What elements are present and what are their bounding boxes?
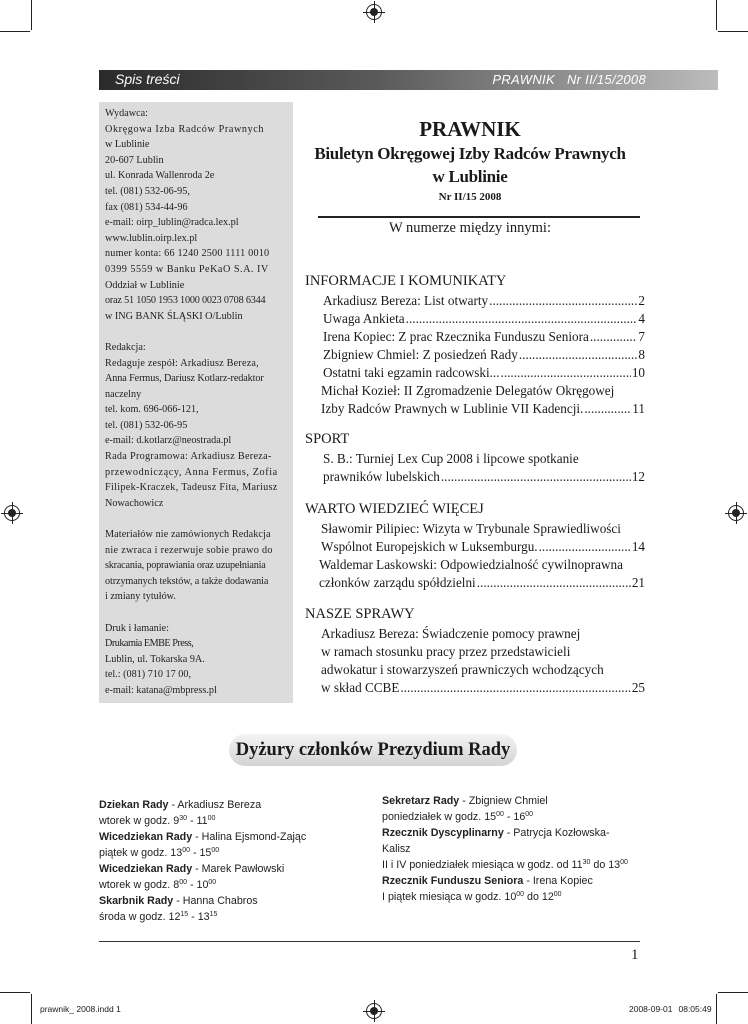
duty-left-column <box>99 797 369 925</box>
toc-entry-title: Wspólnot Europejskich w Luksemburgu. <box>321 539 538 554</box>
editorial-line: Redakcja: <box>105 341 146 353</box>
toc-entry[interactable] <box>305 520 645 556</box>
toc-section-heading: SPORT <box>305 431 350 447</box>
duty-person: - Zbigniew Chmiel <box>459 795 548 807</box>
registration-mark-icon <box>4 505 20 521</box>
toc-entry[interactable] <box>305 450 645 486</box>
duty-heading-text: Dyżury członków Prezydium Rady <box>235 740 511 760</box>
duty-role: Skarbnik Rady <box>99 895 174 907</box>
footer-timestamp <box>629 1004 712 1014</box>
publisher-line: numer konta: 66 1240 2500 1111 0010 <box>105 248 270 260</box>
hour: 13 <box>197 911 210 923</box>
publisher-line: Oddział w Lublinie <box>105 279 185 291</box>
duty-person: - Marek Pawłowski <box>192 863 285 875</box>
duty-role: Rzecznik Funduszu Seniora <box>382 875 524 887</box>
toc-entry-title: w skład CCBE <box>321 680 400 695</box>
hour: 12 <box>168 911 181 923</box>
toc-section <box>305 430 645 486</box>
footer-date: 2008-09-01 <box>629 1004 673 1014</box>
toc-entry[interactable] <box>305 292 645 310</box>
footer-divider <box>99 941 640 942</box>
separator: do <box>590 859 609 871</box>
duty-entry <box>382 873 652 889</box>
minute: 00 <box>179 879 187 886</box>
duty-hours: poniedziałek w godz. $15^{00} - 16^{00}$ <box>382 811 534 823</box>
registration-mark-icon <box>366 4 382 20</box>
toc-entry[interactable] <box>305 382 645 418</box>
toc-page-number: 4 <box>638 311 645 326</box>
toc-entry-title: w ramach stosunku pracy przez przedstawicieli <box>321 644 571 659</box>
editorial-email: e-mail: d.kotlarz@neostrada.pl <box>105 435 232 447</box>
toc-entry-title: Sławomir Pilipiec: Wizyta w Trybunale Sprawiedliwości <box>321 521 621 536</box>
minute: 15 <box>209 911 218 918</box>
issue-label <box>492 72 646 87</box>
duty-entry <box>99 861 369 877</box>
masthead-title <box>300 116 640 204</box>
hour: 13 <box>608 859 621 871</box>
editorial-block <box>105 340 287 512</box>
toc-entry-title: Arkadiusz Bereza: List otwarty <box>323 293 489 308</box>
duty-right-column <box>382 793 652 905</box>
duty-role: Wicedziekan Rady <box>99 831 193 843</box>
duty-entry <box>99 797 369 813</box>
editorial-line: Anna Fermus, Dariusz Kotlarz-redaktor <box>105 373 264 385</box>
duty-entry <box>99 829 369 845</box>
issue-number: Nr II/15 2008 <box>438 191 502 203</box>
registration-mark-icon <box>728 505 744 521</box>
publication-subtitle-city: w Lublinie <box>432 167 508 186</box>
minute: 00 <box>525 811 534 818</box>
registration-mark-icon <box>366 1003 382 1019</box>
minute: 00 <box>207 815 216 822</box>
editorial-line: Filipek-Kraczek, Tadeusz Fita, Mariusz <box>105 482 278 494</box>
toc-page-number: 2 <box>638 293 645 308</box>
toc-page-number: 25 <box>631 680 645 695</box>
duty-person: - Arkadiusz Bereza <box>168 799 262 811</box>
duty-hours: piątek w godz. $13^{00} - 15^{00}$ <box>99 847 220 859</box>
footer-time: 08:05:49 <box>678 1004 712 1014</box>
toc-entry[interactable] <box>305 310 645 328</box>
crop-mark <box>716 994 717 1024</box>
minute: 00 <box>208 879 217 886</box>
duty-hours: środa w godz. $12^{15} - 13^{15}$ <box>99 911 218 923</box>
duty-person: - Patrycja Kozłowska- <box>503 827 610 839</box>
print-email: e-mail: katana@mbpress.pl <box>105 684 217 696</box>
duty-person: - Irena Kopiec <box>523 875 593 887</box>
toc-entry-title: prawników lubelskich <box>323 469 440 484</box>
page-number: 1 <box>631 947 639 963</box>
print-block <box>105 621 287 699</box>
hour: 13 <box>170 847 183 859</box>
minute: 00 <box>553 891 562 898</box>
minute: 30 <box>179 815 187 822</box>
duty-person: - Hanna Chabros <box>173 895 258 907</box>
toc-page-number: 11 <box>632 401 645 416</box>
toc-entry-title: Uwaga Ankieta <box>323 311 405 326</box>
toc-entry[interactable] <box>305 556 645 592</box>
publisher-website: www.lublin.oirp.lex.pl <box>105 232 198 244</box>
header-title: PRAWNIK <box>492 72 555 87</box>
publisher-line: 0399 5559 w Banku PeKaO S.A. IV <box>105 263 269 275</box>
duty-hours: wtorek w godz. $9^{30} - 11^{00}$ <box>99 815 216 827</box>
crop-mark <box>0 31 30 32</box>
crop-mark <box>0 992 30 993</box>
toc-intro: W numerze między innymi: <box>388 220 551 236</box>
publisher-line: oraz 51 1050 1953 1000 0023 0708 6344 <box>105 295 266 307</box>
duty-entry <box>382 825 652 841</box>
minute: 30 <box>582 859 591 866</box>
toc-page-number: 7 <box>638 329 645 344</box>
duty-role: Wicedziekan Rady <box>99 863 193 875</box>
print-line: tel.: (081) 710 17 00, <box>105 669 192 681</box>
print-line: Drukarnia EMBE Press, <box>105 638 194 650</box>
duty-day: wtorek w godz. <box>99 815 174 827</box>
toc-section <box>305 272 645 418</box>
editorial-line: naczelny <box>105 388 142 400</box>
toc-section-heading: INFORMACJE I KOMUNIKATY <box>305 273 507 289</box>
minute: 00 <box>182 847 190 854</box>
hour: 16 <box>513 811 526 823</box>
toc-entry-title: Zbigniew Chmiel: Z posiedzeń Rady <box>323 347 518 362</box>
toc-entry-title: Michał Kozieł: II Zgromadzenie Delegatów Okręgowej <box>321 383 615 398</box>
toc-entry-title: Waldemar Laskowski: Odpowiedzialność cywilnoprawna <box>319 557 623 572</box>
duty-day: piątek w godz. <box>99 847 171 859</box>
masthead-sidebar <box>99 102 293 703</box>
toc-section-heading: WARTO WIEDZIEĆ WIĘCEJ <box>305 501 484 517</box>
toc-section-heading: NASZE SPRAWY <box>305 606 415 622</box>
duty-role: Sekretarz Rady <box>382 795 460 807</box>
publisher-line: 20-607 Lublin <box>105 154 164 166</box>
crop-mark <box>31 0 32 30</box>
toc-page-number: 8 <box>638 347 645 362</box>
duty-entry <box>382 793 652 809</box>
hour: 8 <box>173 879 180 891</box>
minute: 00 <box>620 859 628 866</box>
disclaimer-line: i zmiany tytułów. <box>105 591 176 603</box>
publisher-line: tel. (081) 532-06-95, <box>105 185 190 197</box>
hour: 12 <box>541 891 554 903</box>
disclaimer-block <box>105 527 287 605</box>
toc-entry-title: Izby Radców Prawnych w Lublinie VII Kadencji. <box>321 401 584 416</box>
toc-section <box>305 500 645 592</box>
duty-hours <box>382 889 652 905</box>
publisher-line: ul. Konrada Wallenroda 2e <box>105 170 215 182</box>
toc-entry[interactable] <box>305 346 645 364</box>
toc-entry-title: adwokatur i stowarzyszeń prawniczych wchodzących <box>321 662 604 677</box>
disclaimer-line: nie zwraca i rezerwuje sobie prawo do <box>105 544 273 556</box>
disclaimer-line: skracania, poprawiania oraz uzupełniania <box>105 560 266 572</box>
title-divider <box>318 216 640 218</box>
toc-entry-title: S. B.: Turniej Lex Cup 2008 i lipcowe spotkanie <box>323 451 579 466</box>
print-line: Lublin, ul. Tokarska 9A. <box>105 653 205 665</box>
duty-entry <box>99 893 369 909</box>
hour: 10 <box>504 891 517 903</box>
duty-hours: wtorek w godz. $8^{00} - 10^{00}$ <box>99 879 217 891</box>
toc-page-number: 14 <box>631 539 645 554</box>
duty-day: I piątek miesiąca w godz. <box>382 891 505 903</box>
publication-subtitle: Biuletyn Okręgowej Izby Radców Prawnych <box>314 144 626 163</box>
separator: do <box>524 891 542 903</box>
minute: 15 <box>180 911 189 918</box>
toc-section <box>305 605 645 697</box>
hour: 11 <box>571 859 583 871</box>
toc-entry[interactable] <box>305 364 645 382</box>
toc-entry-title: Arkadiusz Bereza: Świadczenie pomocy prawnej <box>321 626 581 641</box>
print-line: Druk i łamanie: <box>105 622 169 634</box>
minute: 00 <box>496 811 504 818</box>
editorial-line: przewodniczący, Anna Fermus, Zofia <box>105 466 278 478</box>
duty-day: środa w godz. <box>99 911 169 923</box>
duty-day: II i IV poniedziałek miesiąca w godz. od <box>382 859 572 871</box>
toc-entry[interactable] <box>305 625 645 697</box>
publication-title: PRAWNIK <box>419 117 521 141</box>
publisher-email: e-mail: oirp_lublin@radca.lex.pl <box>105 217 239 229</box>
hour: 10 <box>196 879 209 891</box>
toc-entry-title: Irena Kopiec: Z prac Rzecznika Funduszu Seniora <box>323 329 589 344</box>
publisher-line: w ING BANK ŚLĄSKI O/Lublin <box>105 310 243 322</box>
hour: 9 <box>173 815 180 827</box>
toc-entry-title: członków zarządu spółdzielni <box>319 575 476 590</box>
editorial-line: tel. (081) 532-06-95 <box>105 419 188 431</box>
toc-page-number: 10 <box>631 365 645 380</box>
publisher-line: Okręgowa Izba Radców Prawnych <box>105 123 265 135</box>
duty-day: wtorek w godz. <box>99 879 174 891</box>
hour: 15 <box>484 811 497 823</box>
crop-mark <box>716 0 717 30</box>
duty-person-cont: Kalisz <box>382 843 411 855</box>
duty-heading <box>229 734 517 766</box>
toc-page-number: 21 <box>631 575 645 590</box>
toc-entry[interactable] <box>305 328 645 346</box>
publisher-block <box>105 106 287 324</box>
hour: 15 <box>199 847 212 859</box>
duty-day: poniedziałek w godz. <box>382 811 485 823</box>
header-bar <box>99 70 718 90</box>
crop-mark <box>718 992 748 993</box>
duty-person: - Halina Ejsmond-Zając <box>192 831 307 843</box>
footer-filename: prawnik_ 2008.indd 1 <box>40 1004 121 1014</box>
editorial-line: Rada Programowa: Arkadiusz Bereza- <box>105 451 272 463</box>
editorial-line: tel. kom. 696-066-121, <box>105 404 199 416</box>
editorial-line: Nowachowicz <box>105 497 164 509</box>
duty-role: Dziekan Rady <box>99 799 169 811</box>
duty-role: Rzecznik Dyscyplinarny <box>382 827 504 839</box>
section-label: Spis treści <box>115 71 180 87</box>
disclaimer-line: otrzymanych tekstów, a także dodawania <box>105 575 269 587</box>
hour: 11 <box>196 815 208 827</box>
minute: 00 <box>211 847 220 854</box>
disclaimer-line: Materiałów nie zamówionych Redakcja <box>105 529 271 541</box>
crop-mark <box>718 31 748 32</box>
editorial-line: Redaguje zespół: Arkadiusz Bereza, <box>105 357 259 369</box>
publisher-line: Wydawca: <box>105 108 148 119</box>
publisher-line: fax (081) 534-44-96 <box>105 201 188 213</box>
duty-hours <box>382 857 652 873</box>
publisher-line: w Lublinie <box>105 139 150 151</box>
crop-mark <box>31 994 32 1024</box>
toc-page-number: 12 <box>631 469 645 484</box>
minute: 00 <box>516 891 525 898</box>
toc-entry-title: Ostatni taki egzamin radcowski... <box>323 365 500 380</box>
header-issue: Nr II/15/2008 <box>566 72 646 87</box>
